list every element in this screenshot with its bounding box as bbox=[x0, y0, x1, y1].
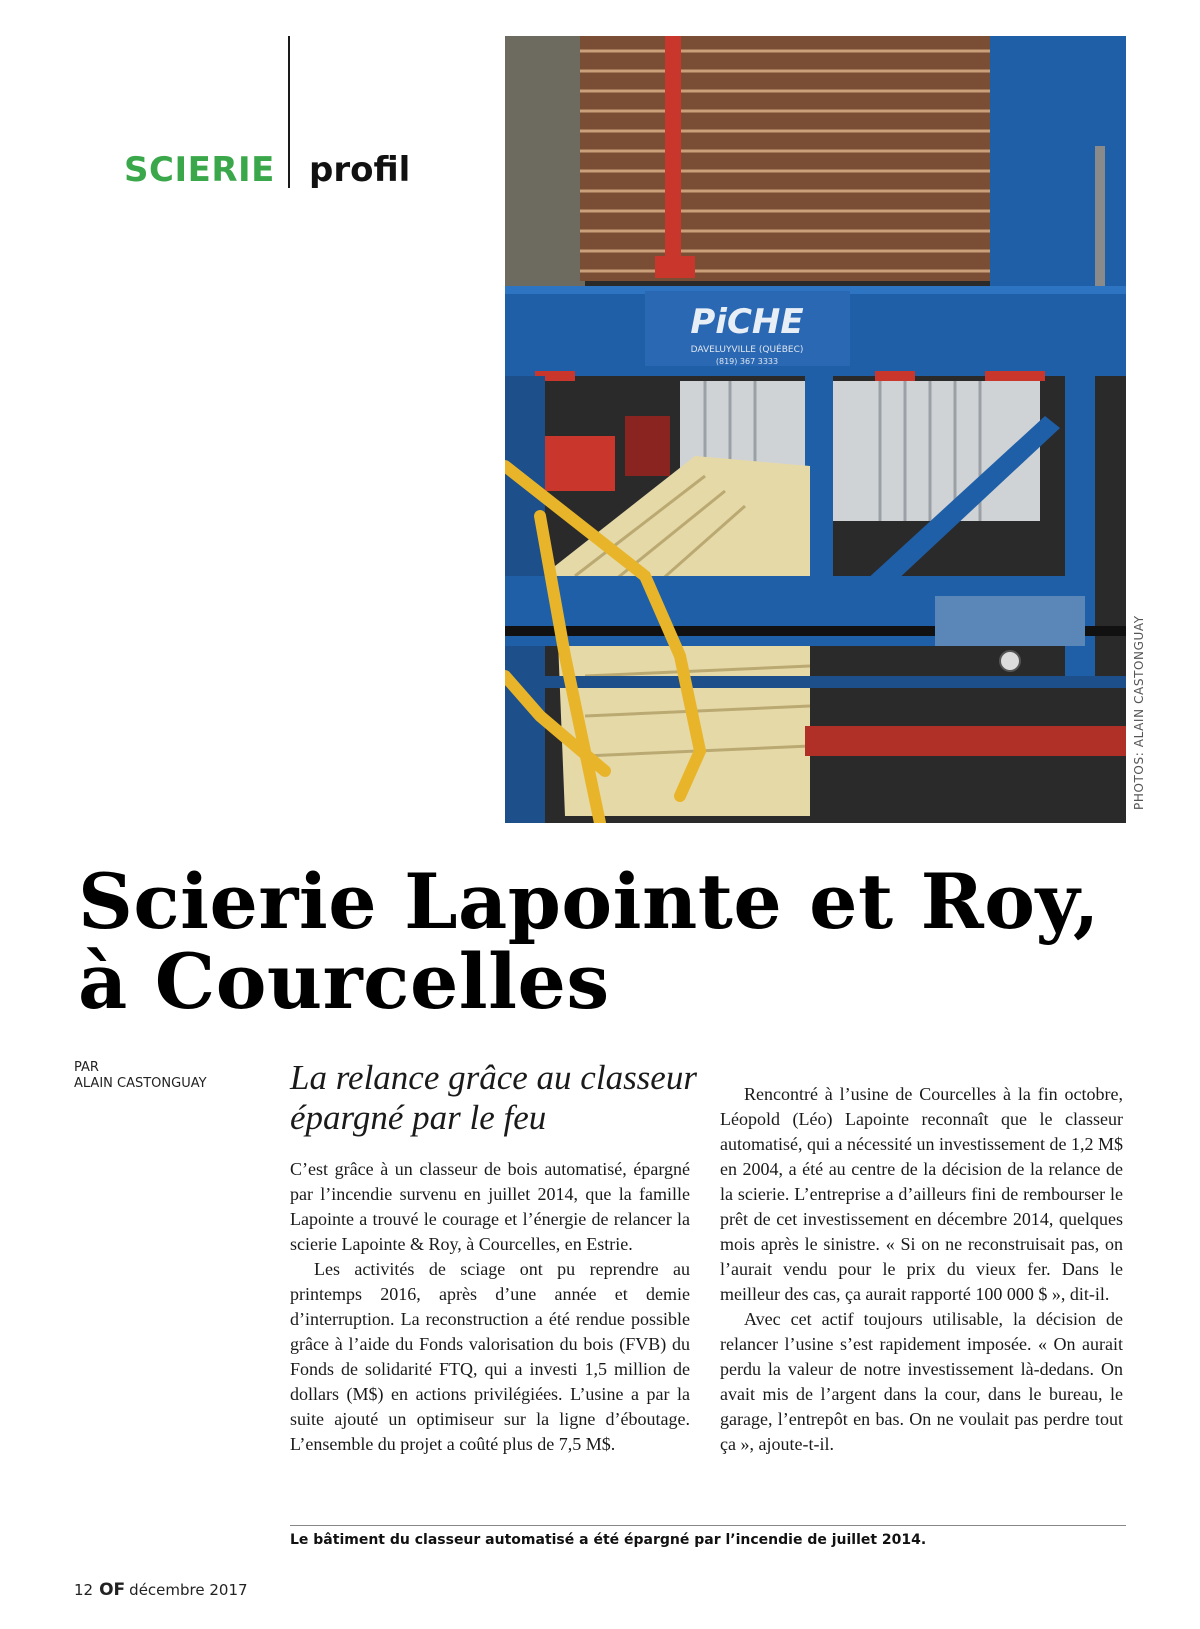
title-line-2: à Courcelles bbox=[78, 937, 610, 1026]
sawmill-sorter-illustration bbox=[505, 36, 1126, 823]
body-column-2 bbox=[720, 1082, 1123, 1457]
paragraph: Les activités de sciage ont pu reprendre au printemps 2016, après d’une année et demie d’interruption. La reconstruction a été rendue possible grâce à l’aide du Fonds valorisation du bois (FVB) du Fonds de solidarité FTQ, qui a investi 1,5 million de dollars (M$) en actions privilégiées. L’usine a par la suite ajouté un optimiseur sur la ligne d’éboutage. L’ensemble du projet a coûté plus de 7,5 M$. bbox=[290, 1259, 690, 1454]
photo-credit: PHOTOS: ALAIN CASTONGUAY bbox=[1132, 615, 1146, 810]
article-subtitle: La relance grâce au classeur épargné par le feu bbox=[290, 1058, 697, 1137]
body-column-1 bbox=[290, 1157, 690, 1457]
article-title bbox=[78, 857, 1158, 1026]
section-tag: SCIERIE bbox=[124, 150, 275, 190]
sign-phone: (819) 367 3333 bbox=[715, 357, 779, 366]
header-divider bbox=[288, 36, 290, 188]
page-number: 12 bbox=[74, 1581, 94, 1599]
paragraph: C’est grâce à un classeur de bois automatisé, épargné par l’incendie survenu en juillet 2014, que la famille Lapointe a trouvé le courage et l’énergie de relancer la scierie Lapointe & Roy, à Courcelles, en Estrie. bbox=[290, 1159, 690, 1254]
paragraph: Avec cet actif toujours utilisable, la décision de relancer l’usine s’est rapidement imposée. « On aurait perdu la valeur de notre investissement là-dedans. On avait mis de l’argent dans la cour, dans le bureau, le garage, l’entrepôt en bas. On ne voulait pas perdre tout ça », ajoute-t-il. bbox=[720, 1309, 1123, 1454]
page-footer bbox=[74, 1580, 248, 1600]
byline-label: PAR bbox=[74, 1060, 99, 1075]
byline bbox=[74, 1060, 207, 1092]
issue-date: décembre 2017 bbox=[129, 1581, 248, 1599]
title-line-1: Scierie Lapointe et Roy, bbox=[78, 857, 1100, 946]
caption-divider bbox=[290, 1525, 1126, 1526]
magazine-name: OF bbox=[99, 1580, 126, 1600]
section-subtag: profil bbox=[309, 150, 411, 190]
photo-caption: Le bâtiment du classeur automatisé a été épargné par l’incendie de juillet 2014. bbox=[290, 1532, 927, 1548]
article-photo bbox=[505, 36, 1126, 823]
sign-brand: PiCHE bbox=[690, 302, 804, 342]
paragraph: Rencontré à l’usine de Courcelles à la fin octobre, Léopold (Léo) Lapointe reconnaît que le classeur automatisé, qui a nécessité un investissement de 1,2 M$ en 2004, a été au centre de la décision de la relance de la scierie. L’entreprise a d’ailleurs fini de rembourser le prêt de cet investissement en décembre 2014, quelques mois après le sinistre. « Si on ne reconstruisait pas, on l’aurait vendu pour le prix du vieux fer. Dans le meilleur des cas, ça aurait rapporté 100 000 $ », dit-il. bbox=[720, 1084, 1123, 1304]
sign-location: DAVELUYVILLE (QUÉBEC) bbox=[690, 345, 804, 355]
byline-author: ALAIN CASTONGUAY bbox=[74, 1076, 207, 1091]
